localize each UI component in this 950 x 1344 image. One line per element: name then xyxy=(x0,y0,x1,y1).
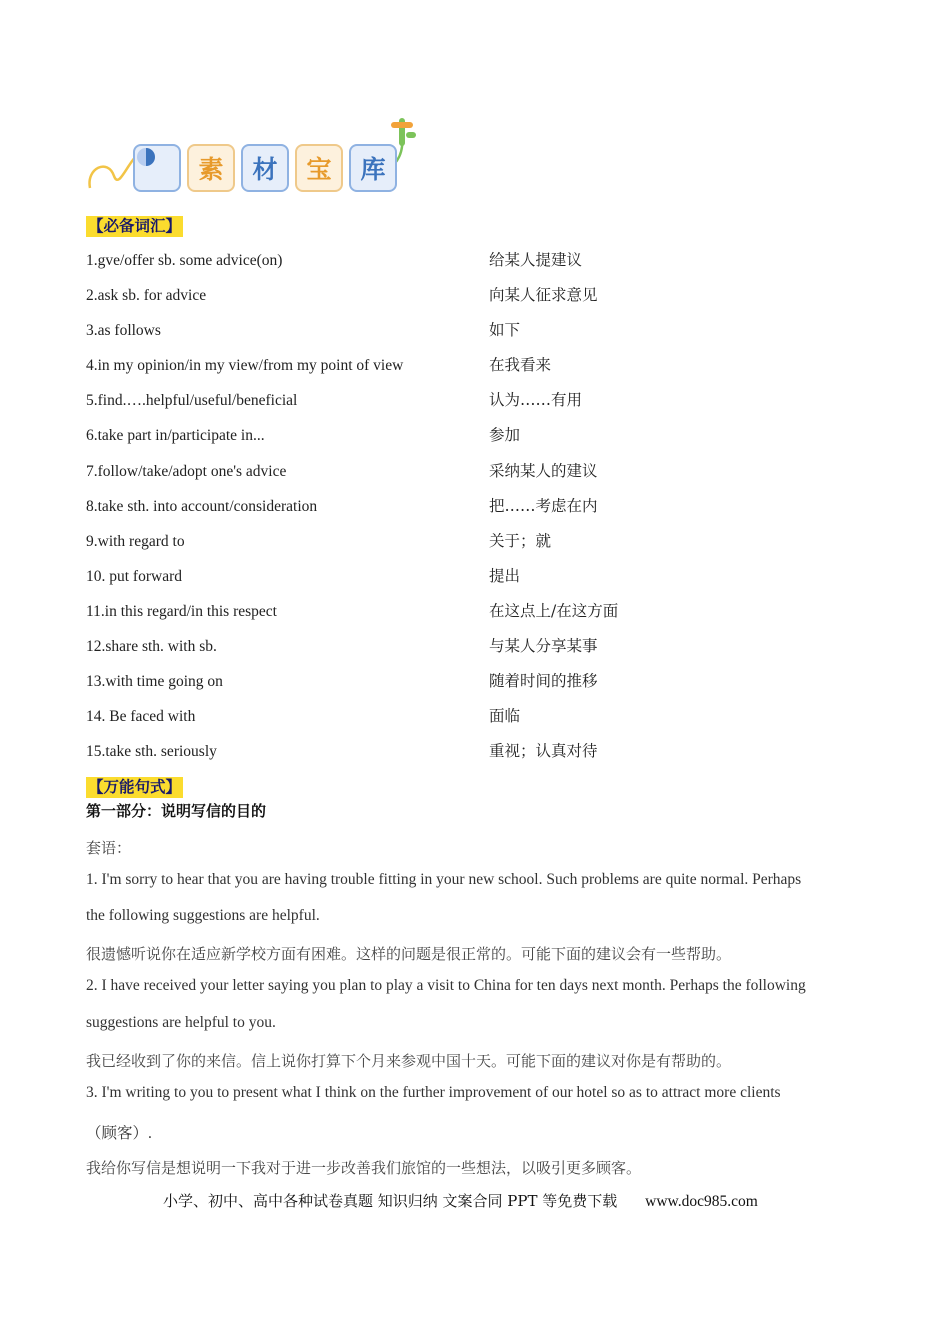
vocab-en: 12.share sth. with sb. xyxy=(86,638,217,656)
vocab-heading: 【必备词汇】 xyxy=(88,217,182,235)
vocab-zh: 随着时间的推移 xyxy=(489,672,598,691)
vocab-zh: 面临 xyxy=(489,707,521,726)
vocab-item xyxy=(86,419,866,454)
footer-text: 小学、初中、高中各种试卷真题 知识归纳 文案合同 PPT 等免费下载 xyxy=(163,1192,618,1210)
sentence-3-en-cont: （顾客）. xyxy=(86,1125,152,1142)
vocab-zh: 参加 xyxy=(489,426,521,445)
vocab-zh: 采纳某人的建议 xyxy=(489,461,598,480)
footer-url[interactable]: www.doc985.com xyxy=(645,1193,758,1210)
label-text: 套语： xyxy=(86,839,132,857)
page-footer xyxy=(163,1190,758,1211)
vocab-en: 11.in this regard/in this respect xyxy=(86,602,277,620)
vocab-item xyxy=(86,384,866,419)
vocab-item xyxy=(86,700,866,735)
vocab-en: 3.as follows xyxy=(86,322,161,340)
banner-tile-2: 材 xyxy=(241,144,289,192)
vocab-zh: 与某人分享某事 xyxy=(489,637,598,656)
vocab-item xyxy=(86,735,866,770)
vocab-en: 14. Be faced with xyxy=(86,708,196,726)
sentence-heading: 【万能句式】 xyxy=(88,778,182,796)
vocab-en: 5.find.….helpful/useful/beneficial xyxy=(86,392,298,410)
sentence-1-en: 1. I'm sorry to hear that you are having trouble fitting in your new school. Such problems are quite normal. Perhaps xyxy=(86,871,802,888)
vocab-zh: 在这点上/在这方面 xyxy=(489,601,619,620)
vocab-item xyxy=(86,525,866,560)
vocab-list xyxy=(86,244,866,770)
vocab-en: 2.ask sb. for advice xyxy=(86,287,207,305)
vocab-zh: 重视；认真对待 xyxy=(489,742,598,761)
sentence-3-en: 3. I'm writing to you to present what I think on the further improvement of our hotel so as to attract more clients xyxy=(86,1084,781,1101)
section-banner xyxy=(86,112,421,196)
vocab-item xyxy=(86,244,866,279)
vocab-en: 13.with time going on xyxy=(86,673,223,691)
vocab-zh: 把……考虑在内 xyxy=(489,496,598,515)
half-circle-icon xyxy=(135,146,157,168)
sentence-1-zh: 很遗憾听说你在适应新学校方面有困难。这样的问题是很正常的。可能下面的建议会有一些帮助。 xyxy=(86,945,732,963)
vocab-zh: 如下 xyxy=(489,321,521,340)
vocab-item xyxy=(86,665,866,700)
sentence-2-en: 2. I have received your letter saying you plan to play a visit to China for ten days next month. Perhaps the following xyxy=(86,977,806,994)
vocab-item xyxy=(86,455,866,490)
vocab-zh: 关于；就 xyxy=(489,531,552,550)
sentence-2-zh: 我已经收到了你的来信。信上说你打算下个月来参观中国十天。可能下面的建议对你是有帮助的。 xyxy=(86,1052,732,1070)
part-title: 第一部分：说明写信的目的 xyxy=(86,802,267,820)
vocab-item xyxy=(86,595,866,630)
vocab-en: 15.take sth. seriously xyxy=(86,743,217,761)
vocab-zh: 向某人征求意见 xyxy=(489,286,598,305)
vocab-zh: 认为……有用 xyxy=(489,391,583,410)
vocab-en: 8.take sth. into account/consideration xyxy=(86,497,318,515)
vocab-zh: 在我看来 xyxy=(489,356,552,375)
vocab-zh: 提出 xyxy=(489,566,521,585)
banner-tile-1: 素 xyxy=(187,144,235,192)
vocab-item xyxy=(86,349,866,384)
vocab-en: 9.with regard to xyxy=(86,532,185,550)
vocab-zh: 给某人提建议 xyxy=(489,251,583,269)
vocab-en: 10. put forward xyxy=(86,567,182,585)
banner-tile-4: 库 xyxy=(349,144,397,192)
vocab-en: 7.follow/take/adopt one's advice xyxy=(86,462,287,480)
vocab-item xyxy=(86,279,866,314)
sentence-3-zh: 我给你写信是想说明一下我对于进一步改善我们旅馆的一些想法，以吸引更多顾客。 xyxy=(86,1159,642,1177)
banner-circle-tile xyxy=(133,144,181,192)
vocab-item xyxy=(86,630,866,665)
banner-tile-3: 宝 xyxy=(295,144,343,192)
vocab-item xyxy=(86,490,866,525)
sentence-1-en-cont: the following suggestions are helpful. xyxy=(86,907,320,924)
vocab-item xyxy=(86,560,866,595)
vocab-item xyxy=(86,314,866,349)
vocab-en: 6.take part in/participate in... xyxy=(86,427,265,445)
vocab-en: 1.gve/offer sb. some advice(on) xyxy=(86,252,283,269)
sentence-2-en-cont: suggestions are helpful to you. xyxy=(86,1014,276,1031)
vocab-en: 4.in my opinion/in my view/from my point of view xyxy=(86,357,404,375)
